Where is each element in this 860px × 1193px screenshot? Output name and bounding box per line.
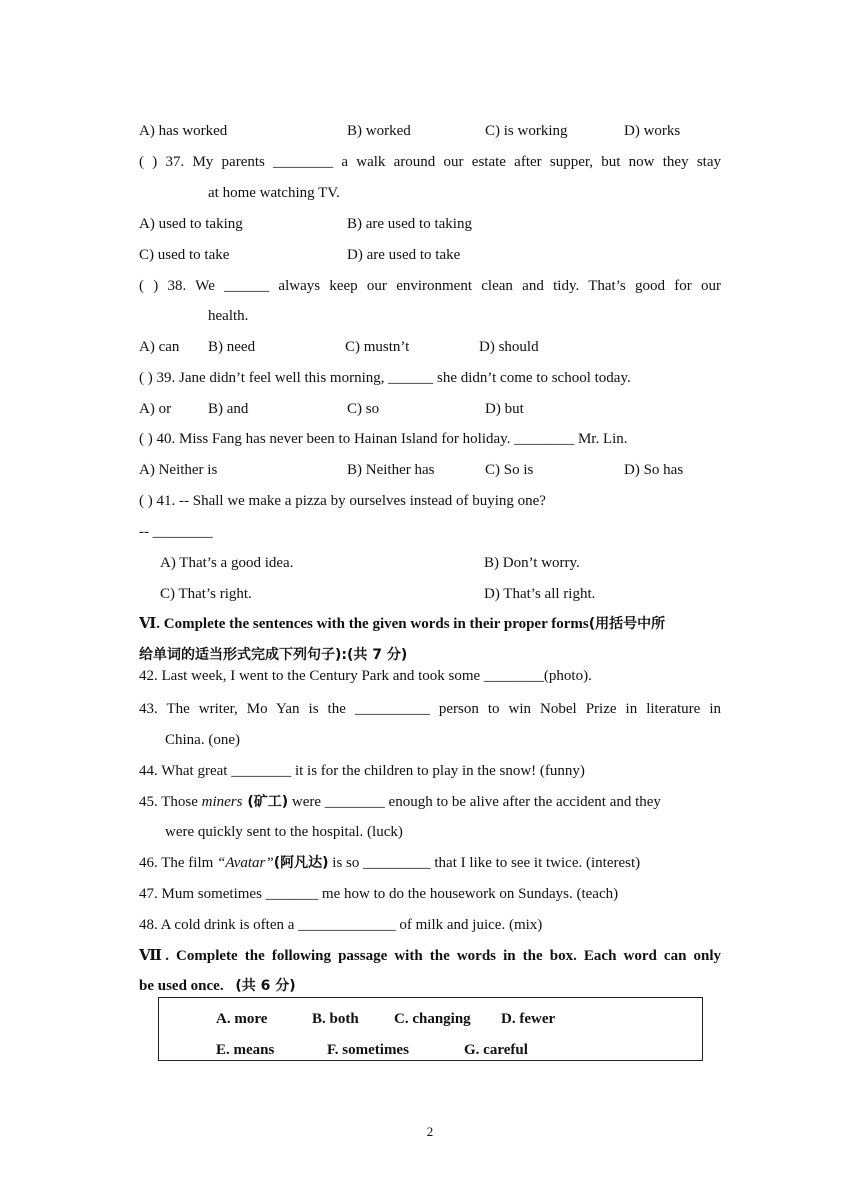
q45-cn-gloss: (矿工) [242, 794, 289, 810]
q46-text-post: is so _________ that I like to see it twice. (interest) [328, 855, 641, 871]
q41-reply-blank: -- ________ [139, 524, 213, 540]
q40-option-c: C) So is [485, 462, 534, 478]
q45-text-post: were ________ enough to be alive after the accident and they [288, 794, 661, 810]
word-option-f: F. sometimes [327, 1042, 409, 1058]
q38-option-b: B) need [208, 339, 256, 355]
q39-option-d: D) but [485, 401, 524, 417]
q41-question: ( ) 41. -- Shall we make a pizza by ourselves instead of buying one? [139, 493, 546, 509]
q36-option-d: D) works [624, 123, 681, 139]
q48: 48. A cold drink is often a _____________ of milk and juice. (mix) [139, 917, 543, 933]
word-option-e: E. means [216, 1042, 275, 1058]
q37-option-c: C) used to take [139, 247, 230, 263]
q47: 47. Mum sometimes _______ me how to do the housework on Sundays. (teach) [139, 886, 619, 902]
q45-cont: were quickly sent to the hospital. (luck) [165, 824, 403, 840]
q40-option-b: B) Neither has [347, 462, 435, 478]
q37-option-d: D) are used to take [347, 247, 461, 263]
q39-question: ( ) 39. Jane didn’t feel well this morning, ______ she didn’t come to school today. [139, 370, 631, 386]
q38-option-a: A) can [139, 339, 180, 355]
section7-heading-cont [139, 976, 296, 996]
section6-heading-en: Ⅵ. Complete the sentences with the given words in their proper forms [139, 616, 589, 632]
q36-option-b: B) worked [347, 123, 411, 139]
q41-option-a: A) That’s a good idea. [160, 555, 294, 571]
q43-cont: China. (one) [165, 732, 240, 748]
q38-option-d: D) should [479, 339, 539, 355]
q36-option-c: C) is working [485, 123, 568, 139]
q41-option-b: B) Don’t worry. [484, 555, 580, 571]
section6-heading [139, 614, 665, 634]
word-option-c: C. changing [394, 1011, 471, 1027]
q40-option-a: A) Neither is [139, 462, 218, 478]
section6-heading-cn: (用括号中所 [588, 616, 666, 632]
q43: 43. The writer, Mo Yan is the __________ person to win Nobel Prize in literature in [139, 701, 721, 717]
q38-option-c: C) mustn’t [345, 339, 410, 355]
q46 [139, 853, 640, 873]
q38-question: ( ) 38. We ______ always keep our environment clean and tidy. That’s good for our [139, 278, 721, 294]
section7-heading-en: be used once. [139, 978, 224, 994]
q44: 44. What great ________ it is for the children to play in the snow! (funny) [139, 763, 585, 779]
q45-italic-word: miners [201, 794, 243, 810]
q45 [139, 792, 661, 812]
q41-option-c: C) That’s right. [160, 586, 252, 602]
q46-text-pre: 46. The film [139, 855, 218, 871]
q46-italic-title: “Avatar” [217, 855, 274, 871]
q37-option-b: B) are used to taking [347, 216, 472, 232]
word-option-b: B. both [312, 1011, 359, 1027]
q40-option-d: D) So has [624, 462, 684, 478]
section7-heading: Ⅶ. Complete the following passage with the words in the box. Each word can only [139, 948, 721, 964]
q38-question-cont: health. [208, 308, 249, 324]
q41-option-d: D) That’s all right. [484, 586, 596, 602]
q42: 42. Last week, I went to the Century Park and took some ________(photo). [139, 668, 592, 684]
section6-heading-cn-cont: 给单词的适当形式完成下列句子) [139, 647, 342, 663]
q46-cn-gloss: (阿凡达) [273, 855, 329, 871]
q37-question: ( ) 37. My parents ________ a walk around our estate after supper, but now they stay [139, 154, 721, 170]
section7-score: (共 6 分) [235, 978, 296, 994]
section6-heading-cont [139, 645, 407, 665]
word-option-a: A. more [216, 1011, 268, 1027]
q37-option-a: A) used to taking [139, 216, 243, 232]
q45-text-pre: 45. Those [139, 794, 202, 810]
q39-option-b: B) and [208, 401, 249, 417]
q37-question-cont: at home watching TV. [208, 185, 340, 201]
section6-score: :(共 7 分) [341, 647, 408, 663]
q40-question: ( ) 40. Miss Fang has never been to Hainan Island for holiday. ________ Mr. Lin. [139, 431, 628, 447]
q39-option-a: A) or [139, 401, 172, 417]
page-number: 2 [426, 1124, 434, 1139]
word-option-d: D. fewer [501, 1011, 556, 1027]
q39-option-c: C) so [347, 401, 380, 417]
q36-option-a: A) has worked [139, 123, 228, 139]
word-option-g: G. careful [464, 1042, 528, 1058]
